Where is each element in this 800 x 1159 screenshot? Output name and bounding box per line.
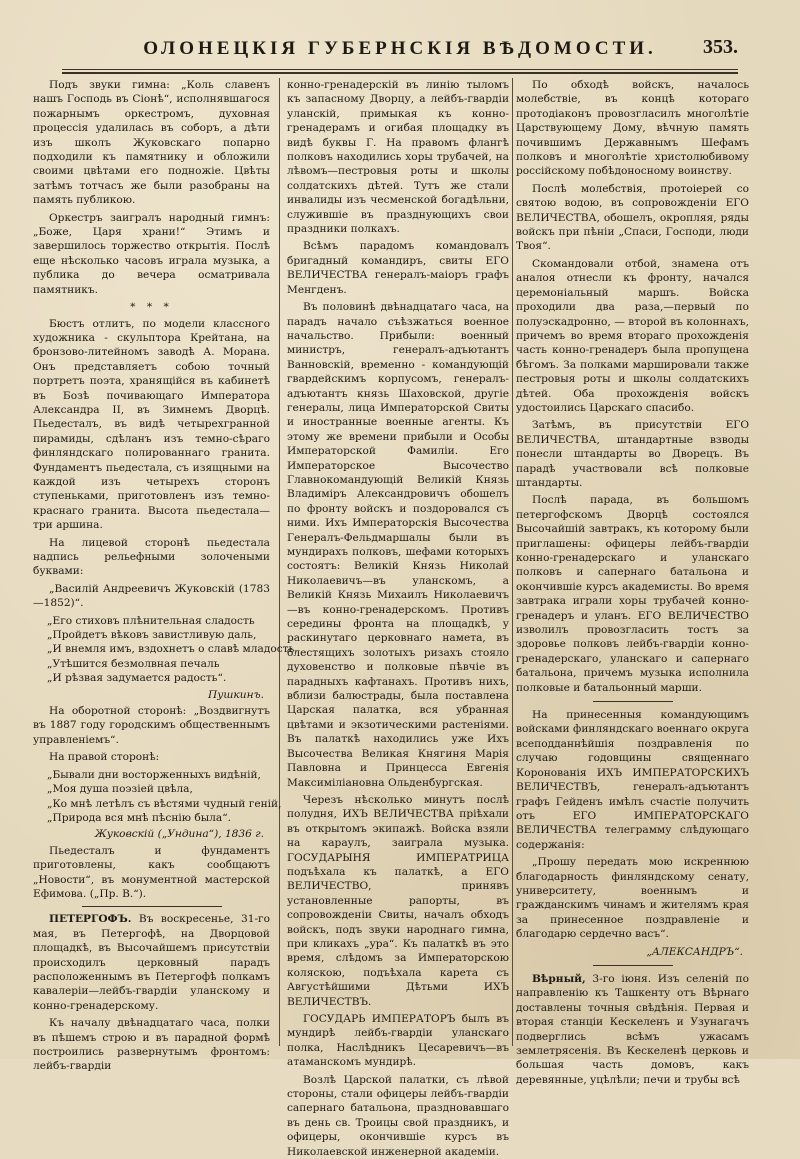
column-rule-2 [512, 78, 513, 1046]
verse-line: „Его стиховъ плѣнительная сладость [47, 614, 255, 627]
paragraph: Подъ звуки гимна: „Коль славенъ нашъ Господь въ Сіонѣ“, исполнявшагося пожарнымъ оркестромъ, духовная процессія удалилась въ соборъ, а дѣти изъ школъ Жуковскаго попарно подходили къ памятнику и обложили своими цвѣтами его подножіе. Цвѣты затѣмъ тотчасъ же были разобраны на память публикою. [33, 79, 270, 207]
verse-signature: Пушкинъ. [208, 688, 264, 701]
verse-line: „Ко мнѣ летѣлъ съ вѣстями чудный геній, [47, 797, 282, 810]
verse-signature: Жуковскій („Ундина“), 1836 г. [94, 828, 264, 841]
verse-zhukovsky [47, 768, 282, 826]
paragraph [516, 972, 749, 1087]
dateline: Вѣрный, [532, 972, 586, 985]
paragraph: Черезъ нѣсколько минутъ послѣ полудня, ИХЪ ВЕЛИЧЕСТВА пріѣхали въ открытомъ экипажѣ. Войска взяли на караулъ, заиграла музыка. ГОСУДАРЫНЯ ИМПЕРАТРИЦА подъѣхала къ палаткѣ, а ЕГО ВЕЛИЧЕСТВО, принявъ установленные рапорты, въ сопровожденіи Свиты, началъ обходъ войскъ, подъ звуки народнаго гимна, при кликахъ „ура“. Къ палаткѣ въ это время, слѣдомъ за Императорскою коляскою, подъѣхала карета съ Августѣйшими Дѣтьми ИХЪ ВЕЛИЧЕСТВЪ. [287, 793, 509, 1008]
paragraph: Возлѣ Царской палатки, съ лѣвой стороны, стали офицеры лейбъ-гвардіи сапернаго батальона, праздновавшаго въ день св. Троицы свой праздникъ, и офицеры, окончившіе курсъ въ Николаевской инженерной академіи. [287, 1073, 509, 1158]
paragraph: На правой сторонѣ: [49, 751, 160, 764]
section-divider [82, 906, 222, 907]
column-rule-1 [279, 78, 280, 1046]
paragraph-text: Пьедесталъ и фундаментъ приготовлены, какъ сообщаютъ „Новости“, въ монументной мастерской Ефимова. [33, 844, 270, 900]
verse-line: „Пройдетъ вѣковъ завистливую даль, [47, 629, 257, 642]
column-3 [516, 78, 749, 1086]
paragraph-text: 3-го іюня. Изъ селеній по направленію къ Ташкенту отъ Вѣрнаго доставлены точныя свѣдѣнія. Первая и вторая станціи Кескеленъ и Узунагачъ подверглись всѣмъ ужасамъ землетрясенія. Въ Кескеленѣ церковь и большая часть домовъ, какъ деревянные, уцѣлѣли; печи и трубы всѣ [516, 972, 749, 1086]
paragraph: На оборотной сторонѣ: „Воздвигнутъ въ 1887 году городскимъ общественнымъ управленіемъ“. [33, 705, 270, 746]
column-2 [287, 78, 509, 1158]
verse-line: „Моя душа поэзіей цвѣла, [47, 783, 193, 796]
verse-line: „Природа вся мнѣ пѣснію была“. [47, 811, 231, 824]
paragraph: ГОСУДАРЬ ИМПЕРАТОРЪ былъ въ мундирѣ лейбъ-гвардіи уланскаго полка, Наслѣдникъ Цесаревичъ—въ атаманскомъ мундирѣ. [287, 1013, 509, 1069]
telegram-text: „Прошу передать мою искреннюю благодарность финляндскому сенату, университету, военнымъ и гражданскимъ чинамъ и жителямъ края за принесенное поздравленіе и благодарю сердечно васъ“. [516, 856, 749, 941]
paragraph: Въ половинѣ двѣнадцатаго часа, на парадъ начало съѣзжаться военное начальство. Прибыли: военный министръ, генералъ-адъютантъ Ванновскій, временно - командующій гвардейскимъ корпусомъ, генералъ-адъютантъ князь Шаховской, другіе генералы, лица Императорской Свиты и иностранные военные агенты. Къ этому же времени прибыли и Особы Императорской Фамиліи. Его Императорское Высочество Главнокомандующій Великій Князь Владиміръ Александровичъ обошелъ по фронту войскъ и поздоровался съ ними. Ихъ Императорскія Высочества Генералъ-Фельдмаршалы были въ мундирахъ полковъ, шефами которыхъ состоятъ: Великій Князь Николай Николаевичъ—въ уланскомъ, а Великій Князь Михаилъ Николаевичъ—въ конно-гренадерскомъ. Противъ середины фронта на площадкѣ, у раскинутаго церковнаго намета, въ блестящихъ золотыхъ ризахъ стояло духовенство и полковые пѣвчіе въ парадныхъ кафтанахъ. Противъ нихъ, вблизи балюстрады, была поставлена Царская палатка, вся убранная цвѣтами и экзотическими растеніями. Въ палаткѣ находились уже Ихъ Высочества Великая Княгиня Марія Павловна и Принцесса Евгенія Максиміліановна Ольденбургская. [287, 301, 509, 789]
paragraph: Бюстъ отлитъ, по модели классного художника - скульптора Крейтана, на бронзово-литейномъ заводѣ А. Морана. Онъ представляетъ собою точный портретъ поэта, хранящійся въ кабинетѣ въ Бозѣ почивающаго Императора Александра II, въ Зимнемъ Дворцѣ. Пьедесталъ, въ видѣ четырехгранной пирамиды, сдѣланъ изъ темно-сѣраго финляндскаго полированнаго гранита. Фундаментъ пьедестала, съ изящными на каждой изъ четырехъ сторонъ ступеньками, приготовленъ изъ темно-краснаго гранита. Высота пьедестала—три аршина. [33, 317, 270, 532]
page-header [62, 30, 738, 60]
paragraph: Послѣ молебствія, протоіерей со святою водою, въ сопровожденіи ЕГО ВЕЛИЧЕСТВА, обошелъ, окропляя, ряды войскъ при пѣніи „Спаси, Господи, люди Твоя“. [516, 182, 749, 253]
header-rule [62, 69, 738, 74]
verse-line: „И внемля имъ, вздохнетъ о славѣ младость, [47, 643, 298, 656]
dateline: ПЕТЕРГОФЪ. [49, 913, 132, 926]
verse-line: „И рѣзвая задумается радость“. [47, 672, 227, 685]
inscription: „Василій Андреевичъ Жуковскій (1783—1852)“. [33, 582, 270, 610]
paragraph: Послѣ парада, въ большомъ петергофскомъ Дворцѣ состоялся Высочайшій завтракъ, къ которому были приглашены: офицеры лейбъ-гвардіи конно-гренадерскаго и уланскаго полковъ и сапернаго батальона и окончившіе курсъ академисты. Во время завтрака играли хоры трубачей конно-гренадеръ и уланъ. ЕГО ВЕЛИЧЕСТВО изволилъ провозгласить тостъ за здоровье полковъ лейбъ-гвардіи конно-гренадерскаго, уланскаго и сапернаго батальона, причемъ музыка исполнила полковые и батальонный марши. [516, 494, 749, 694]
paragraph: Всѣмъ парадомъ командовалъ бригадный командиръ, свиты ЕГО ВЕЛИЧЕСТВА генералъ-маіоръ графъ Менгденъ. [287, 240, 509, 296]
telegram-signature: „АЛЕКСАНДРЪ“. [646, 945, 743, 958]
section-divider [593, 965, 673, 966]
verse-line: „Бывали дни восторженныхъ видѣній, [47, 768, 261, 781]
paragraph-text: Въ воскресенье, 31-го мая, въ Петергофѣ, на Дворцовой площадкѣ, въ Высочайшемъ присутствіи происходилъ церковный парадъ расположеннымъ въ Петергофѣ полкамъ кавалеріи—лейбъ-гвардіи уланскому и конно-гренадерскому. [33, 913, 270, 1012]
column-1 [33, 78, 298, 1073]
paragraph: Оркестръ заигралъ народный гимнъ: „Боже, Царя храни!“ Этимъ и завершилось торжество открытія. Послѣ еще нѣсколько часовъ играла музыка, а публика до вечера осматривала памятникъ. [33, 211, 270, 296]
paragraph: конно-гренадерскій въ линію тыломъ къ запасному Дворцу, а лейбъ-гвардіи уланскій, примыкая къ конно-гренадерамъ и огибая площадку въ видѣ буквы Г. На правомъ флангѣ полковъ находились хоры трубачей, на лѣвомъ—пестровыя роты и школы солдатскихъ дѣтей. Тутъ же стали инвалиды изъ чесменской богадѣльни, служившіе въ празднующихъ свои праздники полкахъ. [287, 79, 509, 236]
paragraph: По обходѣ войскъ, началось молебствіе, въ концѣ котораго протодіаконъ провозгласилъ многолѣтіе Царствующему Дому, вѣчную память почившимъ Державнымъ Шефамъ полковъ и многолѣтіе христолюбивому россійскому побѣдоносному воинству. [516, 79, 749, 178]
paragraph: Скомандовали отбой, знамена отъ аналоя отнесли къ фронту, начался церемоніальный маршъ. Войска проходили два раза,—первый по полуэскадронно, — второй въ колоннахъ, причемъ во время втораго прохожденія часть конно-гренадеръ была пропущена бѣгомъ. За полками маршировали также пестровыя роты и школы солдатскихъ дѣтей. Оба прохожденія войскъ удостоились Царскаго спасибо. [516, 257, 749, 414]
page-number: 353. [703, 36, 738, 58]
paragraph: На лицевой сторонѣ пьедестала надпись рельефными золочеными буквами: [33, 536, 270, 578]
verse-pushkin [47, 614, 298, 686]
verse-line: „Утѣшится безмолвная печаль [47, 657, 220, 670]
paragraph: На принесенныя командующимъ войсками финляндскаго военнаго округа всеподданнѣйшія поздравленія по случаю годовщины священнаго Коронованія ИХЪ ИМПЕРАТОРСКИХЪ ВЕЛИЧЕСТВЪ, генералъ-адъютантъ графъ Гейденъ имѣлъ счастіе получить отъ ЕГО ИМПЕРАТОРСКАГО ВЕЛИЧЕСТВА телеграмму слѣдующаго содержанія: [516, 709, 749, 851]
source-ref: („Пр. В.“). [89, 887, 147, 900]
paragraph: Къ началу двѣнадцатаго часа, полки въ пѣшемъ строю и въ парадной формѣ построились развернутымъ фронтомъ: лейбъ-гвардіи [33, 1017, 270, 1073]
paragraph [33, 844, 270, 902]
paragraph [33, 912, 270, 1013]
section-divider [593, 701, 673, 702]
asterism: * * * [130, 301, 173, 314]
paragraph: Затѣмъ, въ присутствіи ЕГО ВЕЛИЧЕСТВА, штандартные взводы понесли штандарты во Дворецъ. Въ парадѣ участвовали всѣ полковые штандарты. [516, 419, 749, 489]
newspaper-title: ОЛОНЕЦКІЯ ГУБЕРНСКІЯ ВѢДОМОСТИ. [143, 38, 657, 59]
